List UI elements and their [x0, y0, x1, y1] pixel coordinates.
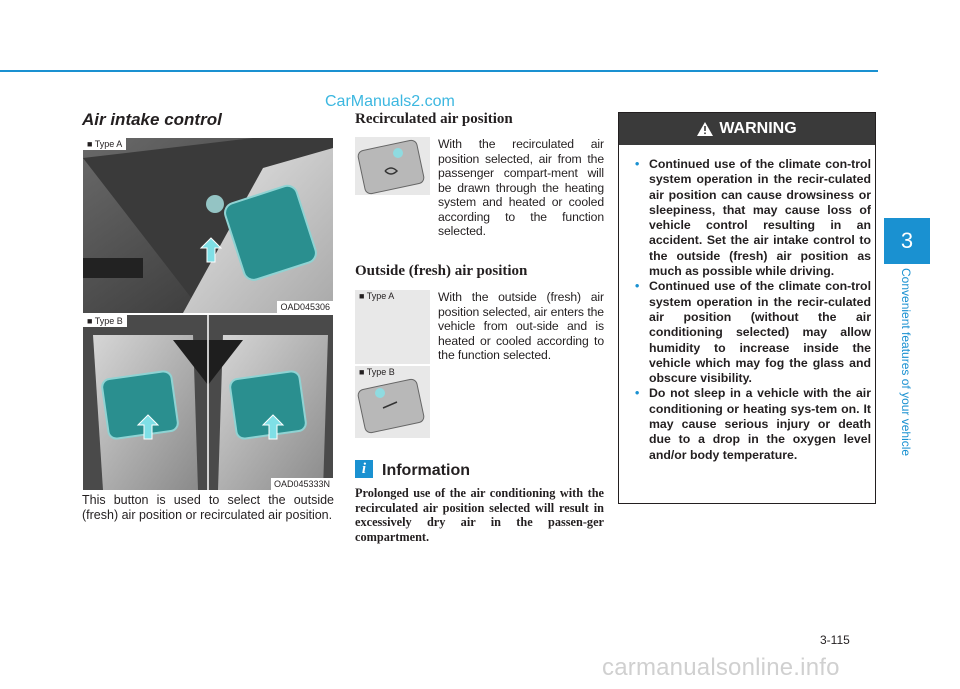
warning-triangle-icon: [697, 122, 713, 136]
warning-title: WARNING: [719, 120, 797, 137]
type-b-figure-code: OAD045333N: [271, 478, 333, 490]
outside-type-b-label: ■ Type B: [359, 367, 395, 377]
type-b-label: ■ Type B: [83, 315, 127, 327]
type-a-figure-code: OAD045306: [277, 301, 333, 313]
recirculated-heading: Recirculated air position: [355, 111, 513, 127]
chapter-title-vertical: [884, 268, 930, 498]
type-a-console-illustration: [83, 138, 333, 313]
outside-type-a-thumbnail: [355, 290, 430, 364]
warning-item: • Continued use of the climate con-trol system operation in the recir-culated air position can cause drowsiness or sleepiness, that may cause loss of vehicle control resulting in an accident. Set the air intake control to the outside (fresh) air position as much as possible while driving.: [635, 157, 871, 279]
recirculated-thumbnail: [355, 137, 430, 195]
info-icon: i: [355, 460, 373, 478]
outside-type-a-label: ■ Type A: [359, 291, 395, 301]
top-rule: [0, 70, 878, 72]
warning-box: [618, 112, 876, 504]
information-title: Information: [382, 462, 470, 479]
outside-heading: Outside (fresh) air position: [355, 263, 528, 279]
figure-type-a: [83, 138, 333, 313]
header-watermark[interactable]: CarManuals2.com: [325, 93, 455, 110]
footer-watermark[interactable]: carmanualsonline.info: [602, 654, 840, 681]
information-text: Prolonged use of the air conditioning with the recirculated air position selected will result in excessively dry air in the passen-ger compartment.: [355, 486, 604, 544]
outside-text: With the outside (fresh) air position selected, air enters the vehicle from out-side and is heated or cooled according to the function selected.: [438, 290, 604, 362]
warning-list: [635, 157, 871, 463]
outside-type-b-thumbnail: [355, 366, 430, 438]
chapter-number-tab[interactable]: 3: [884, 218, 930, 264]
warning-item: • Continued use of the climate con-trol system operation in the recir-culated air position (without the air conditioning selected) may allow humidity to increase inside the vehicle which may fog the glass and obscure visibility.: [635, 279, 871, 386]
recirculated-button-icon: [355, 137, 430, 195]
chapter-title: Convenient features of your vehicle: [899, 268, 913, 457]
section-title: Air intake control: [82, 110, 222, 129]
warning-item: • Do not sleep in a vehicle with the air conditioning or heating sys-tem on. It may cause serious injury or death due to a drop in the oxygen level and/or body temperature.: [635, 386, 871, 462]
warning-header: [619, 113, 875, 145]
left-body-text: This button is used to select the outside (fresh) air position or recirculated air position.: [82, 493, 334, 522]
page-number: 3-115: [820, 633, 850, 647]
recirculated-text: With the recirculated air position selected, air from the passenger compart-ment will be drawn through the heating system and heated or cooled according to the function selected.: [438, 137, 604, 238]
type-a-label: ■ Type A: [83, 138, 126, 150]
type-b-console-illustration: [83, 315, 333, 490]
figure-type-b: [83, 315, 333, 490]
